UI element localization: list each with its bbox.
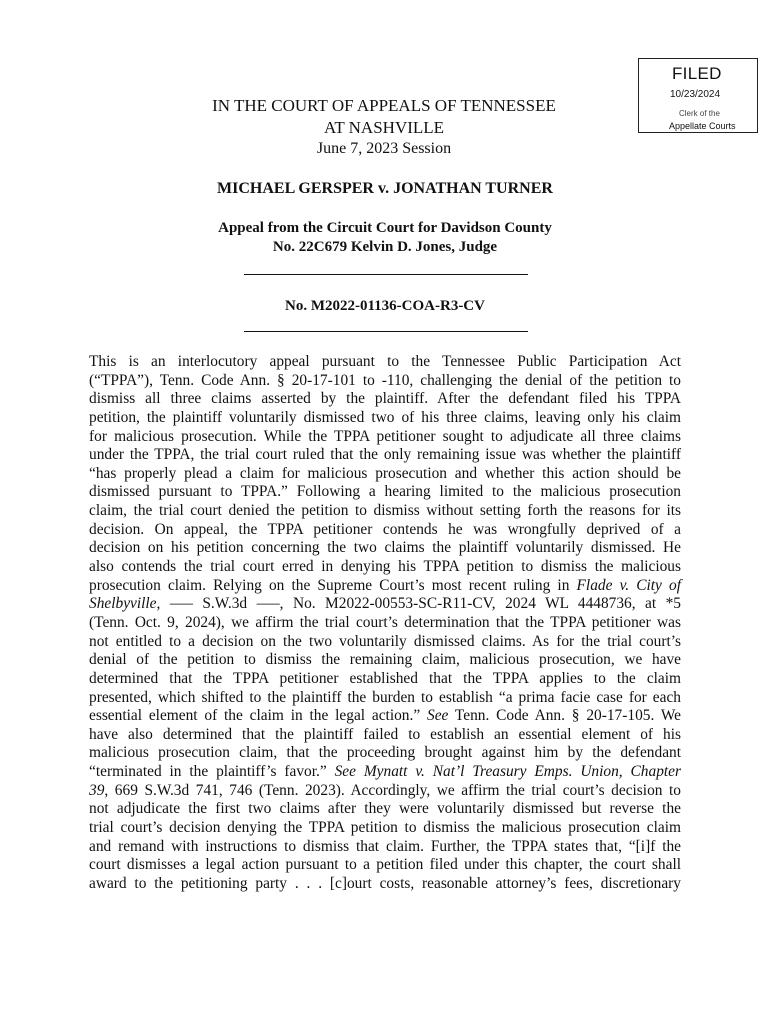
court-location: AT NASHVILLE — [323, 118, 445, 137]
stamp-clerk: Clerk of the — [679, 109, 720, 118]
abstract-line: determined that the TPPA petitioner established that the TPPA applies to the claim — [89, 669, 681, 687]
abstract-line: (“TPPA”), Tenn. Code Ann. § 20-17-101 to -110, challenging the denial of the petition to — [89, 371, 681, 389]
abstract-line: malicious prosecution claim, that the proceeding brought against him by the defendant — [89, 744, 681, 762]
divider-top — [244, 274, 528, 275]
divider-bottom — [244, 331, 528, 332]
abstract-line: for malicious prosecution. While the TPPA petitioner sought to adjudicate all three claims — [89, 427, 681, 445]
appeal-origin: Appeal from the Circuit Court for Davidson County — [218, 220, 552, 236]
abstract-line: and remand with instructions to dismiss that claim. Further, the TPPA states that, “[i]f the — [89, 837, 681, 855]
abstract-line: have also determined that the plaintiff failed to establish an essential element of his — [89, 725, 681, 743]
abstract-line: (Tenn. Oct. 9, 2024), we affirm the trial court’s determination that the TPPA petitioner was — [89, 613, 681, 631]
abstract-line: court dismisses a legal action pursuant to a petition filed under this chapter, the court shall — [89, 856, 681, 874]
abstract-line: This is an interlocutory appeal pursuant to the Tennessee Public Participation Act — [89, 353, 681, 370]
abstract-line: not entitled to a decision on the two voluntarily dismissed claims. As for the trial court’s — [89, 632, 681, 650]
abstract-line: trial court’s decision denying the TPPA petition to dismiss the malicious prosecution claim — [89, 819, 681, 837]
abstract-line: dismissed pursuant to TPPA.” Following a hearing limited to the malicious prosecution — [89, 483, 681, 501]
abstract-line: prosecution claim. Relying on the Supreme Court’s most recent ruling in Flade v. City of — [89, 576, 681, 594]
trial-case-judge: No. 22C679 Kelvin D. Jones, Judge — [272, 239, 498, 255]
stamp-date: 10/23/2024 — [670, 89, 721, 100]
abstract-line: claim, the trial court denied the petition to dismiss without setting forth the reasons for its — [89, 502, 681, 520]
abstract-line: Shelbyville, ––– S.W.3d –––, No. M2022-00553-SC-R11-CV, 2024 WL 4448736, at *5 — [89, 595, 681, 613]
abstract-line: essential element of the claim in the legal action.” See Tenn. Code Ann. § 20-17-105. We — [89, 707, 681, 725]
abstract-line: dismiss all three claims asserted by the plaintiff. After the defendant filed his TPPA — [89, 390, 681, 408]
abstract-line: 39, 669 S.W.3d 741, 746 (Tenn. 2023). Accordingly, we affirm the trial court’s decision to — [89, 781, 681, 799]
abstract-line: presented, which shifted to the plaintiff the burden to establish “a prima facie case for each — [89, 688, 681, 706]
session-date: June 7, 2023 Session — [316, 140, 452, 157]
abstract-line: also contends the trial court erred in denying his TPPA petition to dismiss the malicious — [89, 558, 681, 576]
case-abstract — [89, 353, 681, 894]
abstract-line: decision on his petition concerning the two claims the plaintiff voluntarily dismissed. He — [89, 539, 681, 557]
abstract-line: award to the petitioning party . . . [c]ourt costs, reasonable attorney’s fees, discretionary — [89, 874, 681, 892]
abstract-line: under the TPPA, the trial court ruled that the only remaining issue was whether the plaintiff — [89, 446, 681, 464]
case-caption: MICHAEL GERSPER v. JONATHAN TURNER — [217, 180, 553, 197]
docket-number: No. M2022-01136-COA-R3-CV — [285, 298, 485, 314]
abstract-line: denial of the petition to dismiss the remaining claim, malicious prosecution, we have — [89, 651, 681, 669]
abstract-line: “terminated in the plaintiff’s favor.” See Mynatt v. Nat’l Treasury Emps. Union, Chapter — [89, 763, 681, 781]
abstract-line: petition, the plaintiff voluntarily dismissed two of his three claims, leaving only his claim — [89, 408, 681, 426]
court-name: IN THE COURT OF APPEALS OF TENNESSEE — [212, 96, 556, 115]
abstract-line: not adjudicate the first two claims after they were voluntarily dismissed but reverse the — [89, 800, 681, 818]
abstract-line: decision. On appeal, the TPPA petitioner contends he was wrongfully deprived of a — [89, 520, 681, 538]
abstract-line: “has properly plead a claim for malicious prosecution and whether this action should be — [89, 464, 681, 482]
stamp-filed-label: FILED — [672, 64, 722, 83]
stamp-courts: Appellate Courts — [669, 121, 736, 131]
